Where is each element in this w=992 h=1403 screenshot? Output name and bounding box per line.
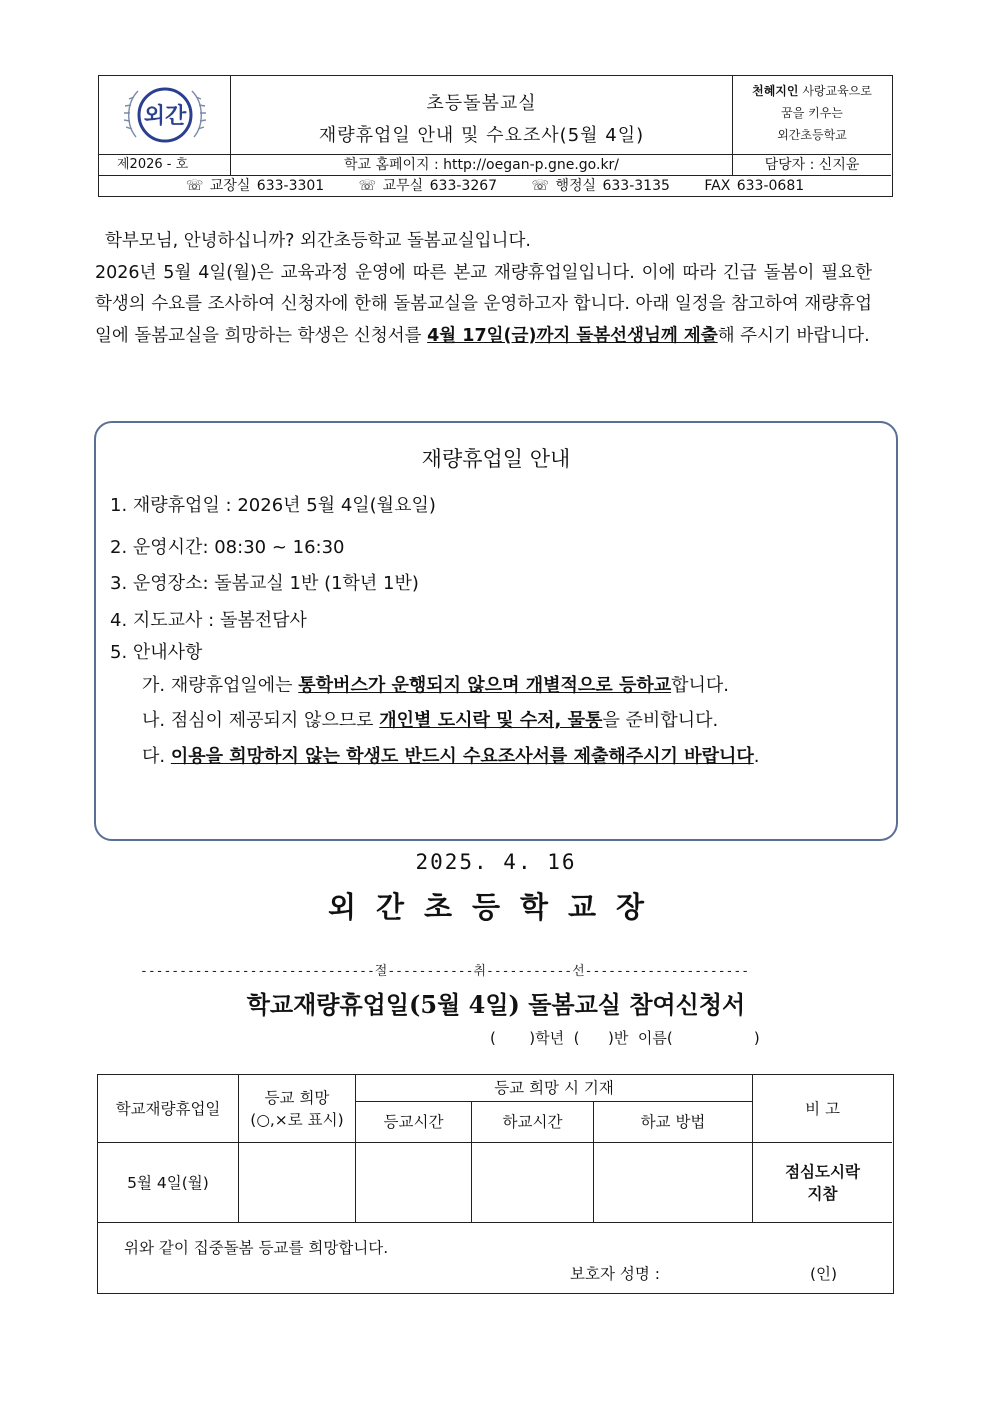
school-logo-emblem <box>120 79 210 151</box>
motto-line2: 꿈을 키우는 <box>781 106 843 120</box>
notice-box <box>94 421 898 841</box>
document-number: 제2026 - 호 <box>99 155 231 176</box>
col-header-method: 하교 방법 <box>594 1102 753 1143</box>
method-input-cell[interactable] <box>594 1143 753 1223</box>
sub-a-emph: 통학버스가 운행되지 않으며 개별적으로 등하교 <box>298 675 672 696</box>
col-header-note: 비 고 <box>753 1075 892 1143</box>
sub-a-pre: 가. 재량휴업일에는 <box>142 675 299 696</box>
guardian-seal[interactable]: (인) <box>810 1265 838 1283</box>
deadline-emphasis: 4월 17일(금)까지 돌봄선생님께 제출 <box>427 325 718 346</box>
col-header-day: 학교재량휴업일 <box>98 1075 239 1143</box>
notice-sub-submit <box>142 742 759 768</box>
col-header-hope <box>239 1075 356 1143</box>
intro-body <box>95 258 872 353</box>
application-table <box>97 1074 894 1294</box>
row-note <box>753 1143 892 1223</box>
letterhead-table <box>98 75 893 197</box>
principal-signature: 외간초등학교장 <box>327 890 665 924</box>
notice-item-hours: 2. 운영시간: 08:30 ~ 16:30 <box>110 537 345 558</box>
school-logo <box>99 76 231 155</box>
notice-title: 재량휴업일 안내 및 수요조사(5월 4일) <box>318 125 645 146</box>
out-time-input-cell[interactable] <box>472 1143 594 1223</box>
issue-date: 2025. 4. 16 <box>415 850 577 874</box>
notice-sub-lunch <box>142 706 718 732</box>
in-time-input-cell[interactable] <box>356 1143 472 1223</box>
letterhead-info-row <box>99 155 891 176</box>
letterhead-title <box>231 76 732 155</box>
sub-c-post: . <box>753 746 760 767</box>
note-line-2: 지참 <box>807 1184 838 1203</box>
sub-b-emph: 개인별 도시락 및 수저, 물통 <box>379 710 603 731</box>
notice-item-guide: 5. 안내사항 <box>110 642 203 663</box>
notice-item-place: 3. 운영장소: 돌봄교실 1반 (1학년 1반) <box>110 573 419 594</box>
phone-admin: ☏ 행정실 633-3135 <box>531 178 670 194</box>
consent-text: 위와 같이 집중돌봄 등교를 희망합니다. <box>124 1239 389 1257</box>
row-day: 5월 4일(월) <box>98 1143 239 1223</box>
hope-input-cell[interactable] <box>239 1143 356 1223</box>
school-homepage: 학교 홈페이지 : http://oegan-p.gne.go.kr/ <box>343 157 620 173</box>
phone-teachers: ☏ 교무실 633-3267 <box>358 178 498 194</box>
phone-principal: ☏ 교장실 633-3301 <box>185 178 325 194</box>
phone-row <box>99 176 891 196</box>
logo-text: 외간 <box>143 104 186 129</box>
notice-item-teacher: 4. 지도교사 : 돌봄전담사 <box>110 610 307 631</box>
col-header-hope-label: 등교 희망 <box>264 1088 330 1107</box>
col-header-in-time: 등교시간 <box>356 1102 472 1143</box>
note-line-1: 점심도시락 <box>785 1162 860 1181</box>
sub-c-pre: 다. <box>142 746 171 767</box>
form-title: 학교재량휴업일(5월 4일) 돌봄교실 참여신청서 <box>246 990 746 1019</box>
motto-bold: 천혜지인 <box>752 84 799 98</box>
col-header-out-time: 하교시간 <box>472 1102 594 1143</box>
motto-line3: 외간초등학교 <box>777 128 847 142</box>
fax-number: FAX 633-0681 <box>704 178 805 194</box>
contact-person: 담당자 : 신지윤 <box>732 155 891 176</box>
intro-paragraph <box>95 226 872 352</box>
deadline-rest: 해 주시기 바랍니다. <box>717 325 870 346</box>
school-motto <box>732 76 891 155</box>
notice-item-date: 1. 재량휴업일 : 2026년 5월 4일(월요일) <box>110 495 436 516</box>
sub-b-pre: 나. 점심이 제공되지 않으므로 <box>142 710 380 731</box>
greeting: 학부모님, 안녕하십니까? 외간초등학교 돌봄교실입니다. <box>105 231 531 251</box>
motto-rest: 사랑교육으로 <box>802 84 872 98</box>
sub-a-post: 합니다. <box>671 675 729 696</box>
guardian-label: 보호자 성명 : <box>570 1265 660 1283</box>
notice-sub-bus <box>142 671 729 697</box>
intro-body-text: 2026년 5월 4일(월)은 교육과정 운영에 따른 본교 재량휴업일입니다. 이에 따라 긴급 돌봄이 필요한 학생의 수요를 조사하여 신청자에 한해 돌봄교실을 운영하고자 합니다. 아래 일정을 참고하여 재량휴업일에 돌봄교실을 희망하는 학생은 신청서를 <box>95 262 872 346</box>
student-info-line[interactable]: ( )학년 ( )반 이름( ) <box>490 1029 760 1047</box>
notice-box-title: 재량휴업일 안내 <box>421 447 571 471</box>
sub-b-post: 을 준비합니다. <box>602 710 719 731</box>
cut-line: ------------------------------절-----------취-----------선--------------------- <box>140 964 750 979</box>
sub-c-emph: 이용을 희망하지 않는 학생도 반드시 수요조사서를 제출해주시기 바랍니다 <box>170 746 754 767</box>
program-name: 초등돌봄교실 <box>426 93 537 114</box>
col-header-hope-sub: (○,×로 표시) <box>250 1110 344 1129</box>
col-header-group: 등교 희망 시 기재 <box>356 1075 753 1102</box>
